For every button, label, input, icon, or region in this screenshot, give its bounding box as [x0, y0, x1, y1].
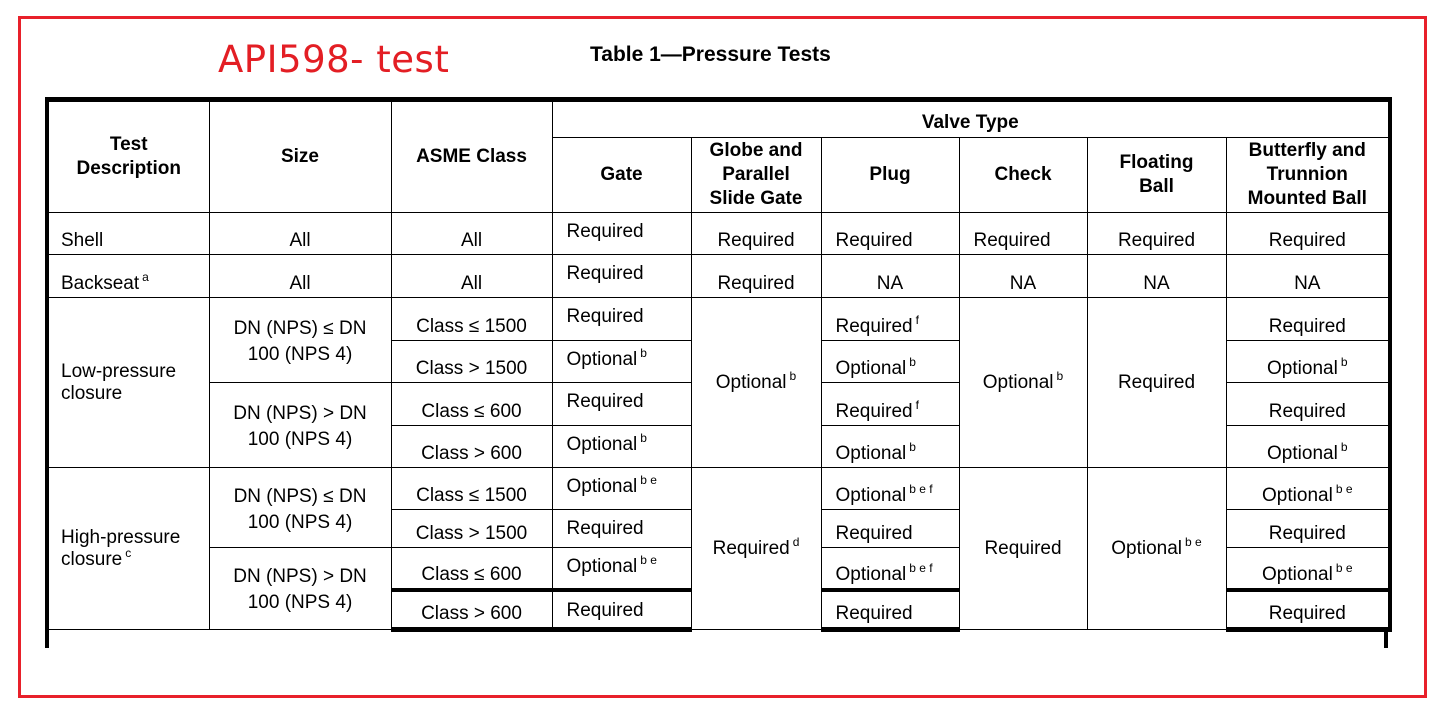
- footnote-c: c: [125, 545, 132, 560]
- header-valve-type: Valve Type: [552, 100, 1390, 138]
- test-shell: Shell: [47, 213, 209, 255]
- floating-ball-cell: Optional $^{b e}$: [1087, 468, 1226, 630]
- gate-cell: Optional $^b$: [552, 426, 691, 468]
- plug-cell: NA: [821, 255, 959, 298]
- check-cell: Required: [959, 468, 1087, 630]
- table-row: [47, 468, 1390, 510]
- class-cell: Class > 1500: [391, 510, 552, 548]
- gate-cell: Required: [552, 510, 691, 548]
- butterfly-cell: NA: [1226, 255, 1390, 298]
- plug-cell: Required $^f$: [821, 298, 959, 341]
- check-cell: Optional $^b$: [959, 298, 1087, 468]
- class-cell: Class > 600: [391, 426, 552, 468]
- class-cell: All: [391, 255, 552, 298]
- table-row: [47, 298, 1390, 341]
- plug-cell: Optional $^{b e f}$: [821, 548, 959, 590]
- butterfly-cell: Optional $^b$: [1226, 341, 1390, 383]
- table-row: [47, 255, 1390, 298]
- gate-cell: Required: [552, 255, 691, 298]
- header-size: Size: [209, 100, 391, 213]
- header-check: Check: [959, 138, 1087, 213]
- plug-cell: Required $^f$: [821, 383, 959, 426]
- gate-cell: Required: [552, 590, 691, 630]
- gate-cell: Optional $^b$: [552, 341, 691, 383]
- test-backseat: Backseat $^a$: [47, 255, 209, 298]
- table-title: Table 1—Pressure Tests: [590, 43, 831, 66]
- plug-cell: Optional $^b$: [821, 426, 959, 468]
- check-cell: Required: [959, 213, 1087, 255]
- size-cell: DN (NPS) ≤ DN 100 (NPS 4): [209, 468, 391, 548]
- butterfly-cell: Optional $^{b e}$: [1226, 468, 1390, 510]
- class-cell: Class ≤ 1500: [391, 298, 552, 341]
- butterfly-cell: Required: [1226, 213, 1390, 255]
- butterfly-cell: Optional $^b$: [1226, 426, 1390, 468]
- globe-cell: Required: [691, 213, 821, 255]
- check-cell: NA: [959, 255, 1087, 298]
- plug-cell: Required: [821, 213, 959, 255]
- floating-ball-cell: Required: [1087, 298, 1226, 468]
- size-cell: All: [209, 213, 391, 255]
- header-test-description: Test Description: [47, 100, 209, 213]
- class-cell: Class ≤ 600: [391, 548, 552, 590]
- class-cell: All: [391, 213, 552, 255]
- class-cell: Class ≤ 600: [391, 383, 552, 426]
- class-cell: Class > 1500: [391, 341, 552, 383]
- globe-cell: Optional $^b$: [691, 298, 821, 468]
- butterfly-cell: Required: [1226, 383, 1390, 426]
- floating-ball-cell: Required: [1087, 213, 1226, 255]
- plug-cell: Optional $^b$: [821, 341, 959, 383]
- header-globe: Globe and Parallel Slide Gate: [691, 138, 821, 213]
- header-asme-class: ASME Class: [391, 100, 552, 213]
- size-cell: DN (NPS) > DN 100 (NPS 4): [209, 548, 391, 630]
- pressure-tests-table: [45, 97, 1392, 632]
- floating-ball-cell: NA: [1087, 255, 1226, 298]
- table-edge-right: [1384, 630, 1388, 648]
- gate-cell: Optional $^{b e}$: [552, 468, 691, 510]
- test-high-pressure: High-pressure closure $^c$: [47, 468, 209, 630]
- gate-cell: Required: [552, 298, 691, 341]
- globe-cell: Required $^d$: [691, 468, 821, 630]
- header-floating-ball: Floating Ball: [1087, 138, 1226, 213]
- butterfly-cell: Required: [1226, 298, 1390, 341]
- size-cell: All: [209, 255, 391, 298]
- header-plug: Plug: [821, 138, 959, 213]
- table-row: [47, 213, 1390, 255]
- gate-cell: Required: [552, 383, 691, 426]
- class-cell: Class > 600: [391, 590, 552, 630]
- butterfly-cell: Optional $^{b e}$: [1226, 548, 1390, 590]
- test-low-pressure: Low-pressure closure: [47, 298, 209, 468]
- globe-cell: Required: [691, 255, 821, 298]
- butterfly-cell: Required: [1226, 510, 1390, 548]
- table-edge-left: [45, 630, 49, 648]
- brand-title: API598- test: [218, 38, 450, 81]
- plug-cell: Required: [821, 590, 959, 630]
- gate-cell: Optional $^{b e}$: [552, 548, 691, 590]
- plug-cell: Required: [821, 510, 959, 548]
- size-cell: DN (NPS) > DN 100 (NPS 4): [209, 383, 391, 468]
- class-cell: Class ≤ 1500: [391, 468, 552, 510]
- size-cell: DN (NPS) ≤ DN 100 (NPS 4): [209, 298, 391, 383]
- header-butterfly: Butterfly and Trunnion Mounted Ball: [1226, 138, 1390, 213]
- header-gate: Gate: [552, 138, 691, 213]
- plug-cell: Optional $^{b e f}$: [821, 468, 959, 510]
- footnote-a: a: [142, 270, 149, 284]
- gate-cell: Required: [552, 213, 691, 255]
- butterfly-cell: Required: [1226, 590, 1390, 630]
